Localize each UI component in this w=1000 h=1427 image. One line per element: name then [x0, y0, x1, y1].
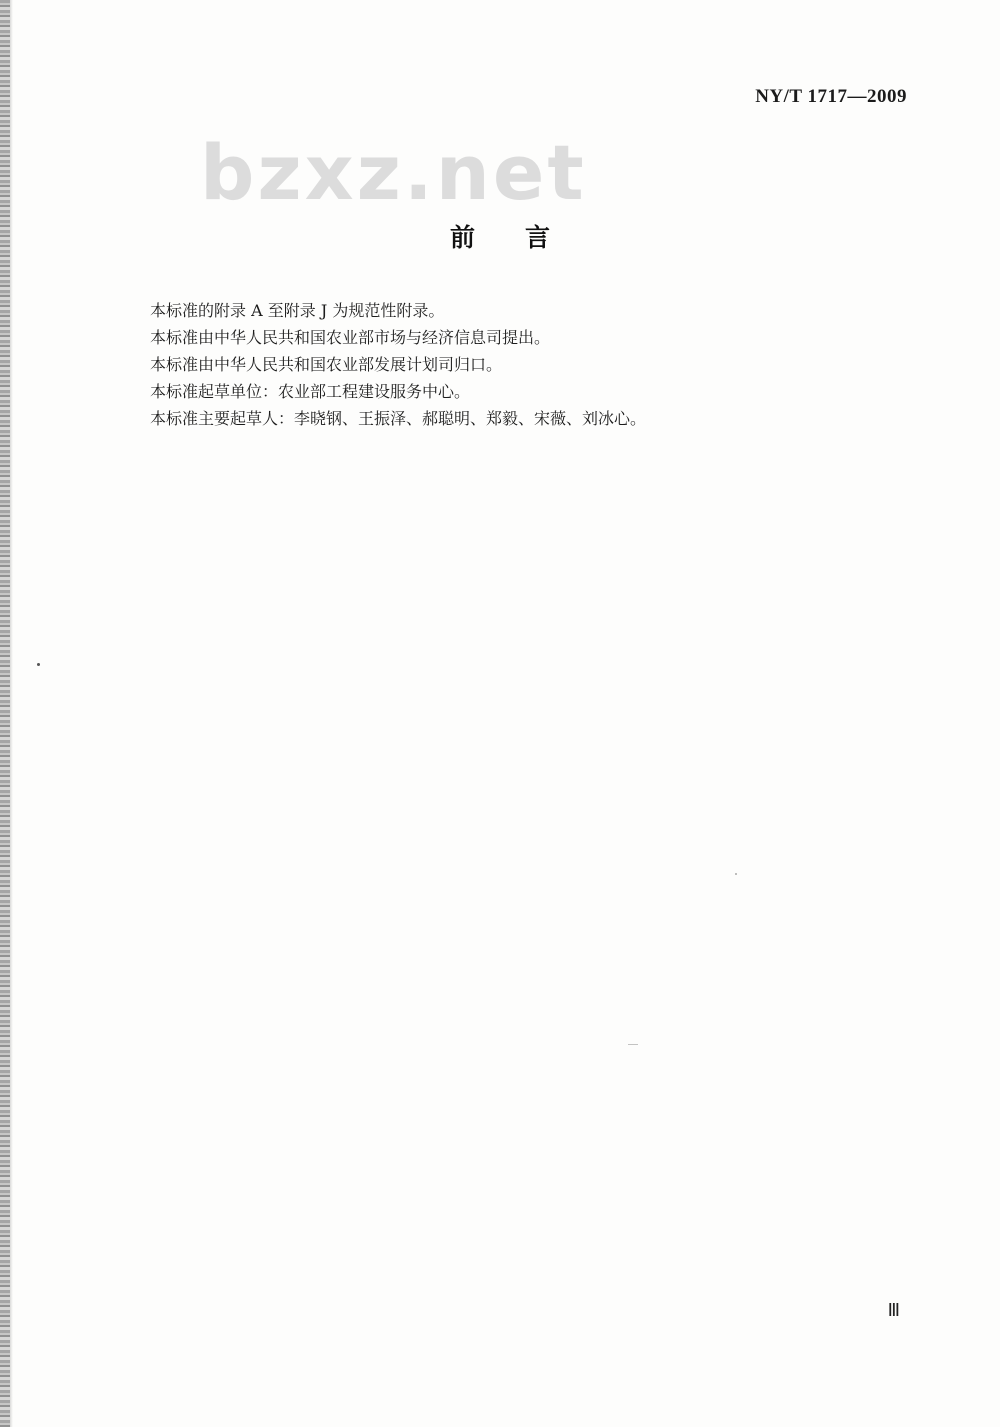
- paragraph: 本标准由中华人民共和国农业部市场与经济信息司提出。: [150, 328, 551, 347]
- page-title: [0, 218, 1000, 254]
- title-char-2: 言: [525, 223, 551, 252]
- scan-speck: [628, 1044, 638, 1045]
- foreword-body: [150, 297, 910, 432]
- title-char-1: 前: [449, 223, 475, 252]
- paragraph: 本标准起草单位：农业部工程建设服务中心。: [150, 382, 471, 401]
- paragraph: 本标准的附录 A 至附录 J 为规范性附录。: [150, 301, 445, 320]
- scan-speck: [37, 663, 40, 666]
- scan-binding-edge: [0, 0, 10, 1427]
- document-code: NY/T 1717—2009: [755, 86, 907, 107]
- paragraph: 本标准由中华人民共和国农业部发展计划司归口。: [150, 355, 503, 374]
- page-number: Ⅲ: [887, 1300, 900, 1320]
- watermark: bzxz.net: [200, 128, 587, 217]
- scan-speck: [735, 873, 737, 875]
- paragraph: 本标准主要起草人：李晓钢、王振泽、郝聪明、郑毅、宋薇、刘冰心。: [150, 409, 647, 428]
